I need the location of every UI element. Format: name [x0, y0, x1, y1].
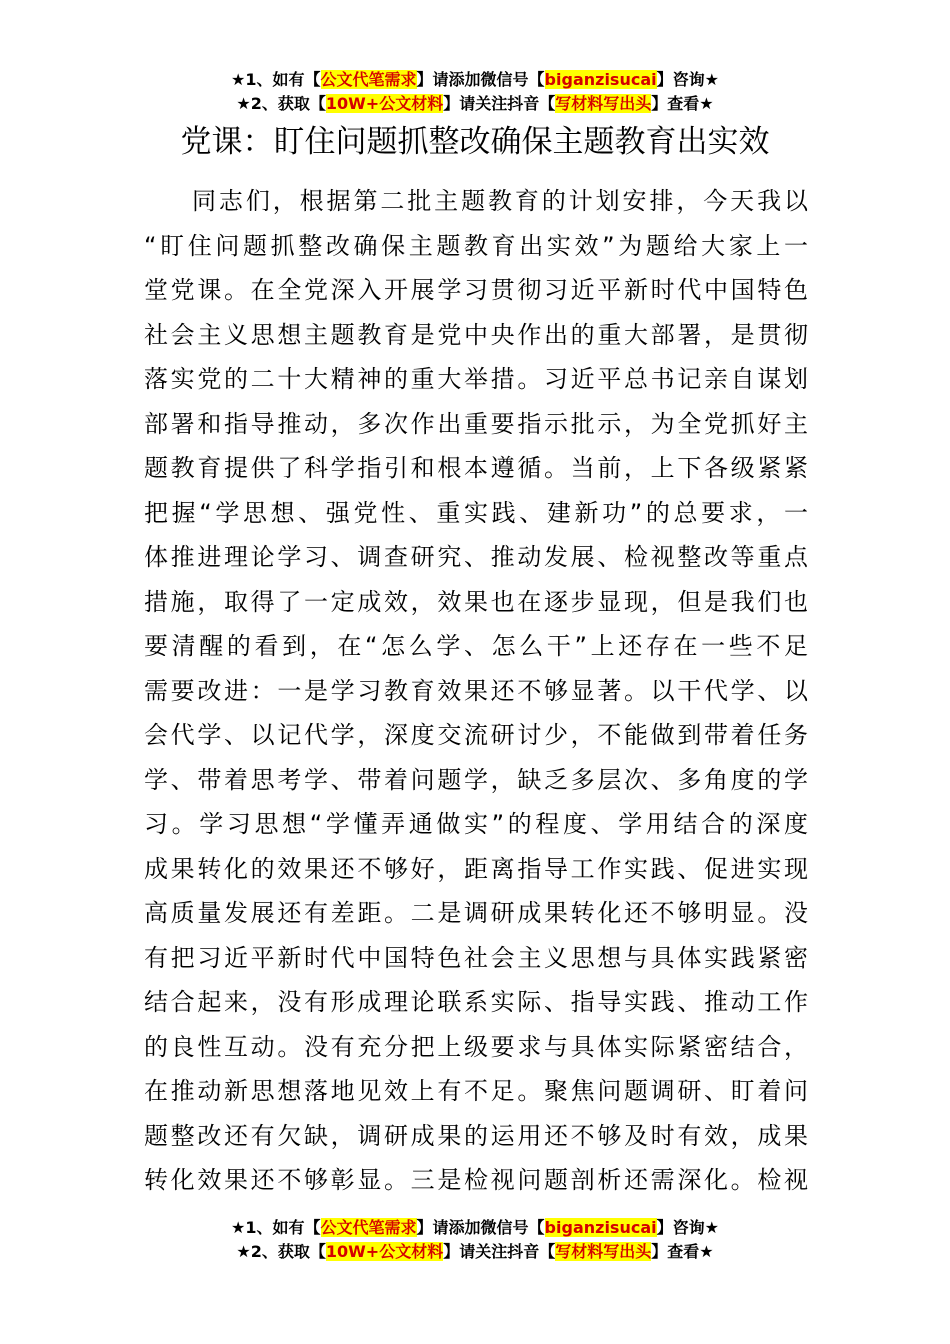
- banner-text: 】请关注抖音【: [443, 94, 556, 113]
- body-line: 题整改还有欠缺，调研成果的运用还不够及时有效，成果: [144, 1121, 808, 1150]
- body-line: 需要改进：一是学习教育效果还不够显著。以干代学、以: [144, 676, 808, 705]
- banner-line-2: [0, 92, 950, 116]
- body-line: 把握“学思想、强党性、重实践、建新功”的总要求，一: [144, 498, 808, 527]
- banner-text: ★2、获取【: [236, 94, 326, 113]
- banner-highlight: 写材料写出头: [555, 94, 652, 113]
- body-line: 题教育提供了科学指引和根本遵循。当前，上下各级紧紧: [144, 454, 808, 482]
- body-line: 社会主义思想主题教育是党中央作出的重大部署，是贯彻: [144, 320, 808, 349]
- body-line: 转化效果还不够彰显。三是检视问题剖析还需深化。检视: [144, 1166, 808, 1194]
- body-paragraph: [144, 179, 808, 1203]
- body-line: 措施，取得了一定成效，效果也在逐步显现，但是我们也: [144, 587, 808, 616]
- body-line: 要清醒的看到，在“怎么学、怎么干”上还存在一些不足: [144, 632, 808, 660]
- bottom-banner: [0, 1216, 950, 1264]
- banner-highlight: 10W+公文材料: [325, 94, 444, 113]
- body-line: 学、带着思考学、带着问题学，缺乏多层次、多角度的学: [144, 765, 808, 794]
- body-line: 部署和指导推动，多次作出重要指示批示，为全党抓好主: [144, 409, 808, 438]
- top-banner: [0, 68, 950, 116]
- body-line: “盯住问题抓整改确保主题教育出实效”为题给大家上一: [144, 231, 808, 260]
- banner-line-2: [0, 1240, 950, 1264]
- banner-text: ★2、获取【: [236, 1242, 326, 1261]
- banner-text: 】咨询★: [656, 1218, 719, 1237]
- body-line: 习。学习思想“学懂弄通做实”的程度、学用结合的深度: [144, 810, 808, 838]
- banner-text: 】请添加微信号【: [416, 70, 545, 89]
- banner-text: 】查看★: [651, 94, 714, 113]
- banner-highlight: 10W+公文材料: [325, 1242, 444, 1261]
- body-line: 在推动新思想落地见效上有不足。聚焦问题调研、盯着问: [144, 1077, 808, 1105]
- body-line: 结合起来，没有形成理论联系实际、指导实践、推动工作: [144, 988, 808, 1016]
- body-line: 体推进理论学习、调查研究、推动发展、检视整改等重点: [144, 543, 808, 571]
- body-line: 成果转化的效果还不够好，距离指导工作实践、促进实现: [144, 854, 808, 883]
- banner-highlight: biganzisucai: [544, 70, 657, 89]
- banner-highlight: 公文代笔需求: [320, 1218, 417, 1237]
- banner-highlight: biganzisucai: [544, 1218, 657, 1237]
- banner-highlight: 公文代笔需求: [320, 70, 417, 89]
- banner-text: 】请关注抖音【: [443, 1242, 556, 1261]
- banner-line-1: [0, 1216, 950, 1240]
- banner-text: ★1、如有【: [231, 70, 321, 89]
- body-line: 高质量发展还有差距。二是调研成果转化还不够明显。没: [144, 899, 808, 927]
- document-title: 党课：盯住问题抓整改确保主题教育出实效: [180, 124, 770, 160]
- banner-text: 】请添加微信号【: [416, 1218, 545, 1237]
- banner-text: ★1、如有【: [231, 1218, 321, 1237]
- body-line: 的良性互动。没有充分把上级要求与具体实际紧密结合，: [144, 1032, 808, 1061]
- body-line: 堂党课。在全党深入开展学习贯彻习近平新时代中国特色: [144, 276, 808, 304]
- banner-line-1: [0, 68, 950, 92]
- banner-text: 】咨询★: [656, 70, 719, 89]
- body-line: 有把习近平新时代中国特色社会主义思想与具体实践紧密: [144, 943, 808, 972]
- banner-text: 】查看★: [651, 1242, 714, 1261]
- body-line: 同志们，根据第二批主题教育的计划安排，今天我以: [192, 187, 808, 215]
- body-line: 会代学、以记代学，深度交流研讨少，不能做到带着任务: [144, 721, 808, 749]
- body-line: 落实党的二十大精神的重大举措。习近平总书记亲自谋划: [144, 365, 808, 393]
- banner-highlight: 写材料写出头: [555, 1242, 652, 1261]
